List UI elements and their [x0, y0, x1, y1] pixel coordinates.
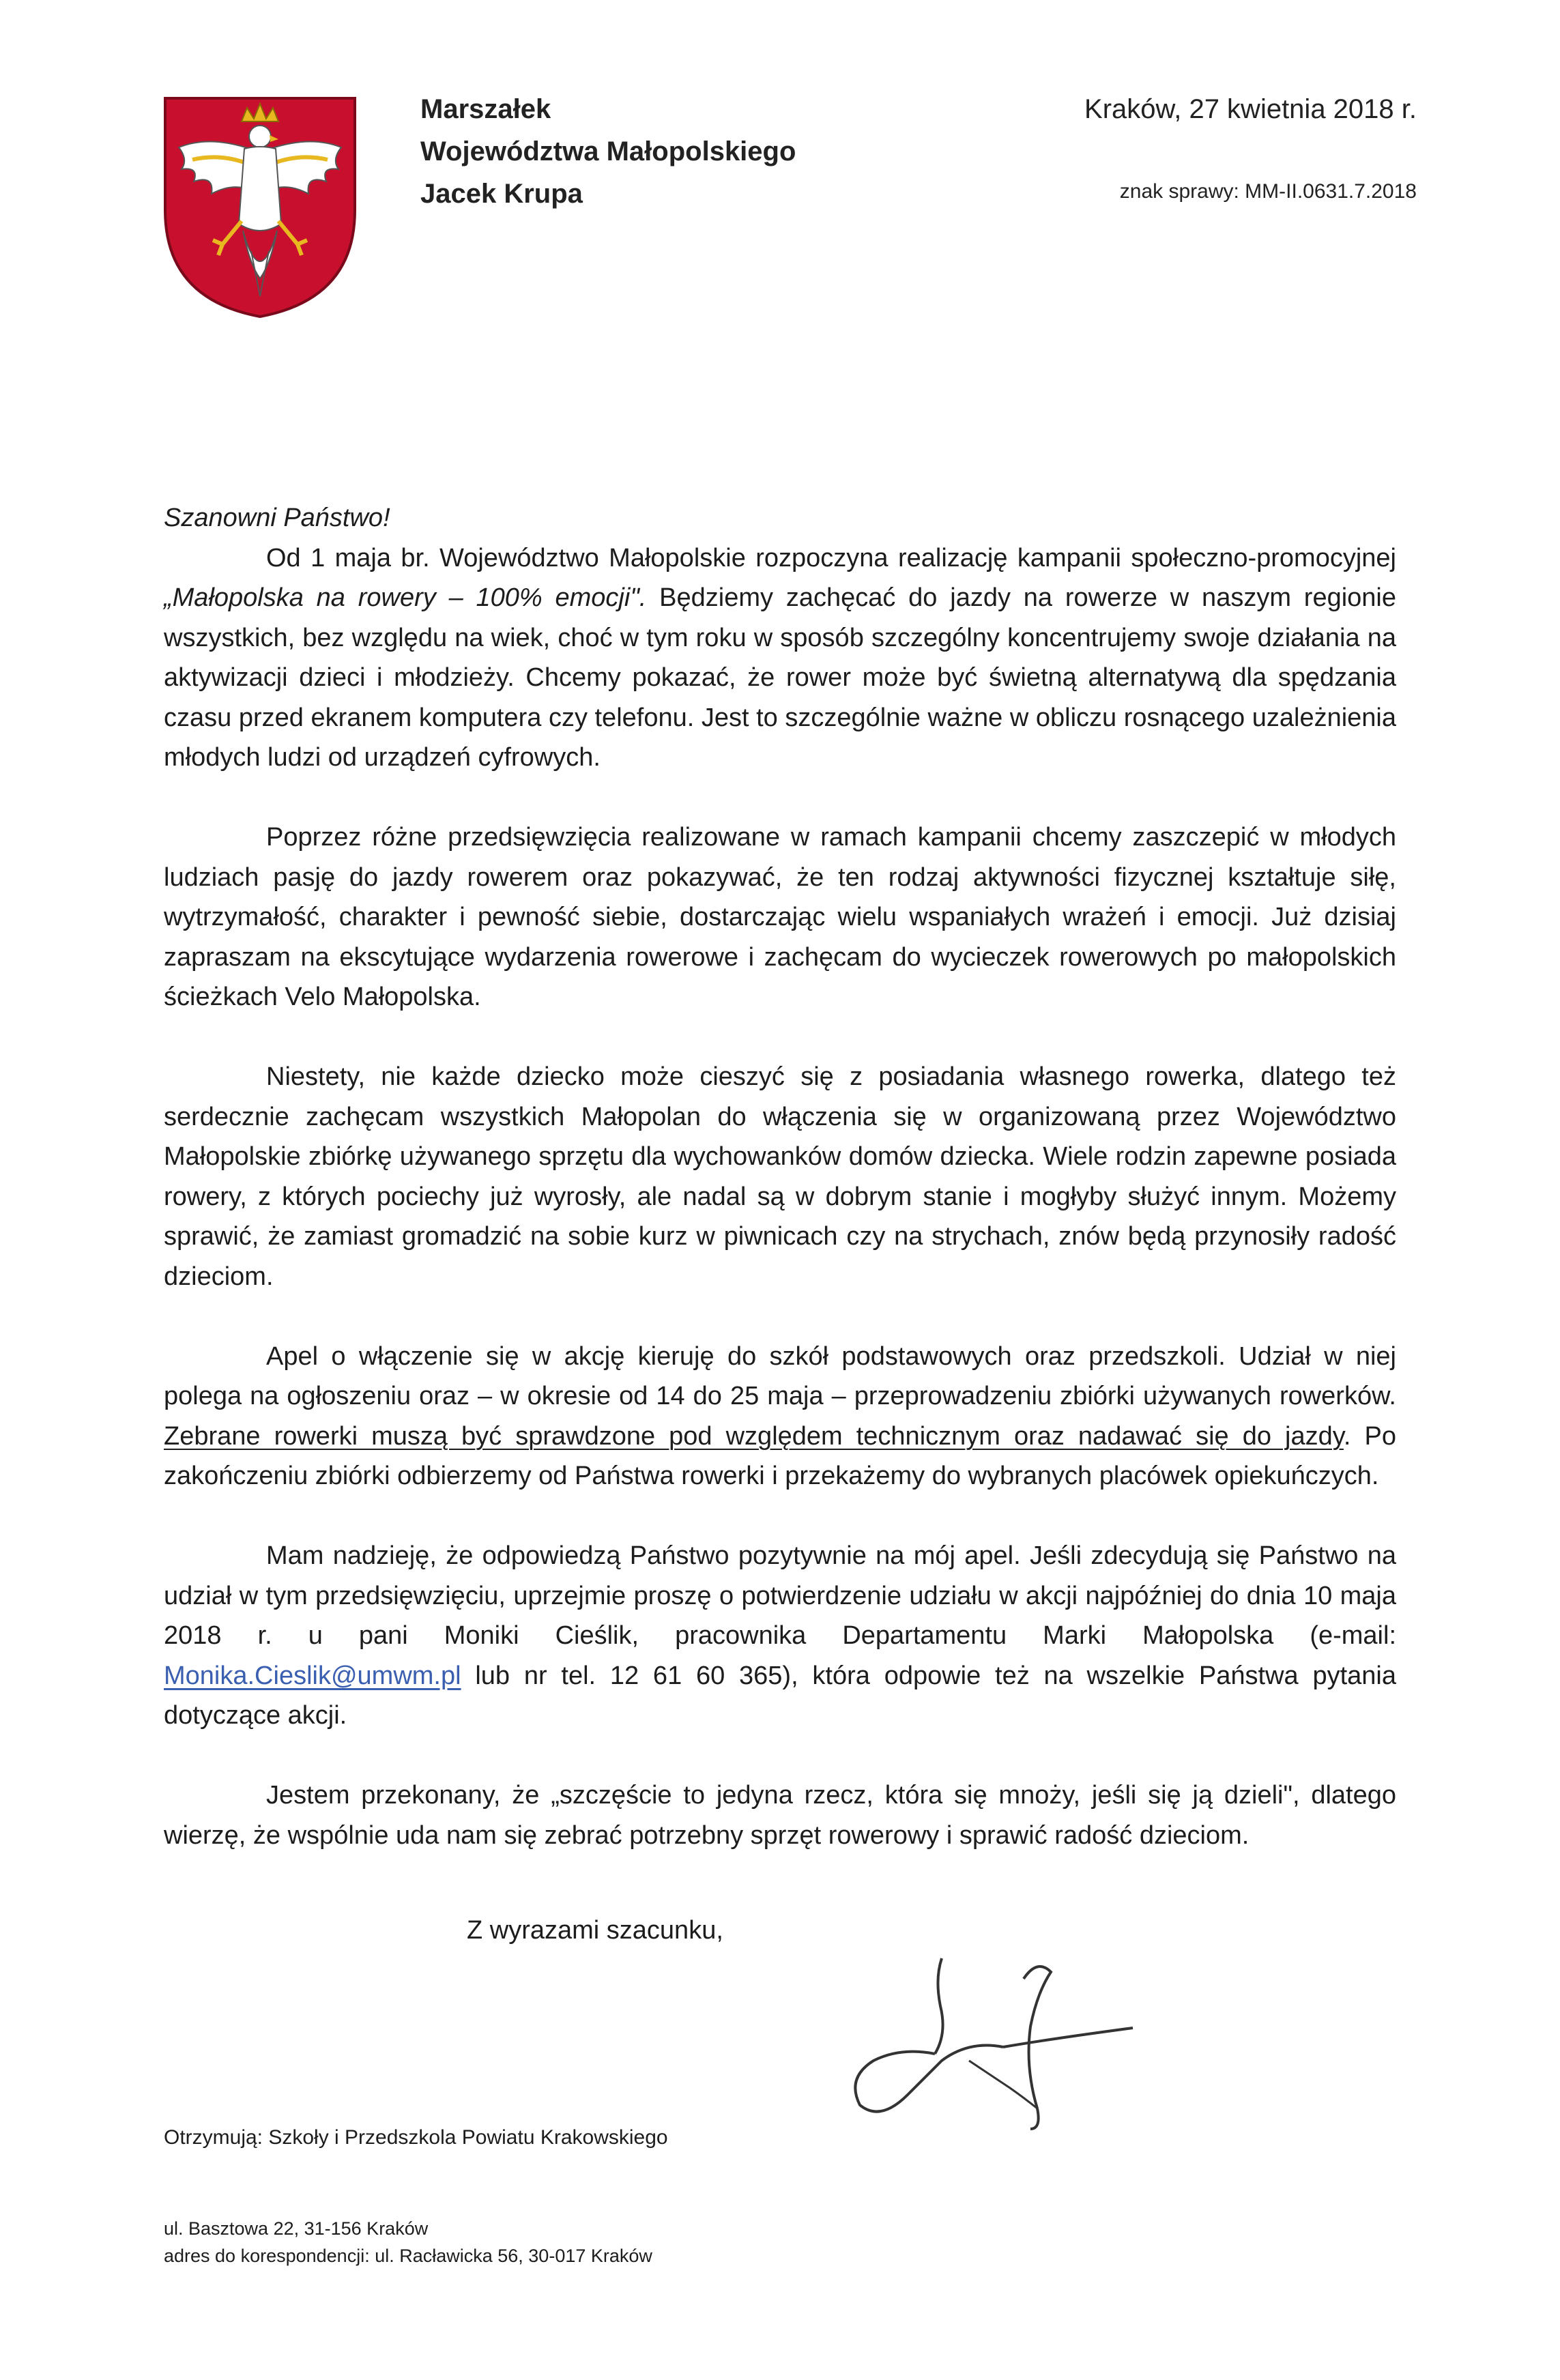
- letter-body: [164, 498, 1396, 1855]
- paragraph-5-text-cont: lub nr tel. 12 61 60 365), która odpowie też na wszelkie Państwa pytania dotyczące akcji.: [164, 1661, 1396, 1730]
- paragraph-5: [164, 1536, 1396, 1736]
- place-date: Kraków, 27 kwietnia 2018 r.: [1084, 94, 1417, 124]
- sender-title: Marszałek: [420, 94, 551, 124]
- paragraph-4-text-cont: . Po zakończeniu zbiórki odbierzemy od Państwa rowerki i przekażemy do wybranych placówek opiekuńczych.: [164, 1421, 1396, 1490]
- case-reference: znak sprawy: MM-II.0631.7.2018: [1119, 180, 1417, 203]
- paragraph-5-text: Mam nadzieję, że odpowiedzą Państwo pozytywnie na mój apel. Jeśli zdecydują się Państwo na udział w tym przedsięwzięciu, uprzejmie proszę o potwierdzenie udziału w akcji najpóźniej do dnia 10 maja 2018 r. u pani Moniki Cieślik, pracownika Departamentu Marki Małopolska (e-mail:: [164, 1541, 1396, 1650]
- paragraph-1: [164, 538, 1396, 778]
- paragraph-1-text-cont: Będziemy zachęcać do jazdy na rowerze w naszym regionie wszystkich, bez względu na wiek, choć w tym roku w sposób szczególny koncentrujemy swoje działania na aktywizacji dzieci i młodzieży. Chcemy pokazać, że rower może być świetną alternatywą dla spędzania czasu przed ekranem komputera czy telefonu. Jest to szczególnie ważne w obliczu rosnącego uzależnienia młodych ludzi od urządzeń cyfrowych.: [164, 583, 1396, 772]
- address-line-2: adres do korespondencji: ul. Racławicka 56, 30-017 Kraków: [164, 2246, 652, 2266]
- paragraph-6: Jestem przekonany, że „szczęście to jedyna rzecz, która się mnoży, jeśli się ją dzieli", dlatego wierzę, że wspólnie uda nam się zebrać potrzebny sprzęt rowerowy i sprawić radość dzieciom.: [164, 1781, 1396, 1850]
- paragraph-3: Niestety, nie każde dziecko może cieszyć się z posiadania własnego rowerka, dlatego też serdecznie zachęcam wszystkich Małopolan do włączenia się w organizowaną przez Województwo Małopolskie zbiórkę używanego sprzętu dla wychowanków domów dziecka. Wiele rodzin zapewne posiada rowery, z których pociechy już wyrosły, ale nadal są w dobrym stanie i mogłyby służyć innym. Możemy sprawić, że zamiast gromadzić na sobie kurz w piwnicach czy na strychach, znów będą przynosiły radość dzieciom.: [164, 1062, 1396, 1291]
- paragraph-2: Poprzez różne przedsięwzięcia realizowane w ramach kampanii chcemy zaszczepić w młodych ludziach pasję do jazdy rowerem oraz pokazywać, że ten rodzaj aktywności fizycznej kształtuje siłę, wytrzymałość, charakter i pewność siebie, dostarczając wielu wspaniałych wrażeń i emocji. Już dzisiaj zapraszam na ekscytujące wydarzenia rowerowe i zachęcam do wycieczek rowerowych po małopolskich ścieżkach Velo Małopolska.: [164, 823, 1396, 1011]
- paragraph-1-text: Od 1 maja br. Województwo Małopolskie rozpoczyna realizację kampanii społeczno-promocyjnej: [266, 543, 1396, 572]
- contact-email-link[interactable]: Monika.Cieslik@umwm.pl: [164, 1661, 461, 1690]
- sender-name: Jacek Krupa: [420, 179, 583, 209]
- paragraph-4-text: Apel o włączenie się w akcję kieruję do szkół podstawowych oraz przedszkoli. Udział w niej polega na ogłoszeniu oraz – w okresie od 14 do 25 maja – przeprowadzeniu zbiórki używanych rowerków.: [164, 1341, 1396, 1410]
- malopolska-coat-of-arms-icon: [161, 94, 359, 319]
- paragraph-4: [164, 1337, 1396, 1496]
- sender-office: Województwa Małopolskiego: [420, 136, 796, 166]
- campaign-name: „Małopolska na rowery – 100% emocji".: [164, 583, 647, 612]
- salutation: Szanowni Państwo!: [164, 504, 390, 532]
- address-block: [164, 2215, 652, 2269]
- recipients: Otrzymują: Szkoły i Przedszkola Powiatu Krakowskiego: [164, 2126, 668, 2149]
- underlined-requirement: Zebrane rowerki muszą być sprawdzone pod względem technicznym oraz nadawać się do jazdy: [164, 1421, 1344, 1451]
- handwritten-signature-icon: [833, 1951, 1146, 2136]
- address-line-1: ul. Basztowa 22, 31-156 Kraków: [164, 2218, 429, 2239]
- closing: Z wyrazami szacunku,: [467, 1916, 723, 1945]
